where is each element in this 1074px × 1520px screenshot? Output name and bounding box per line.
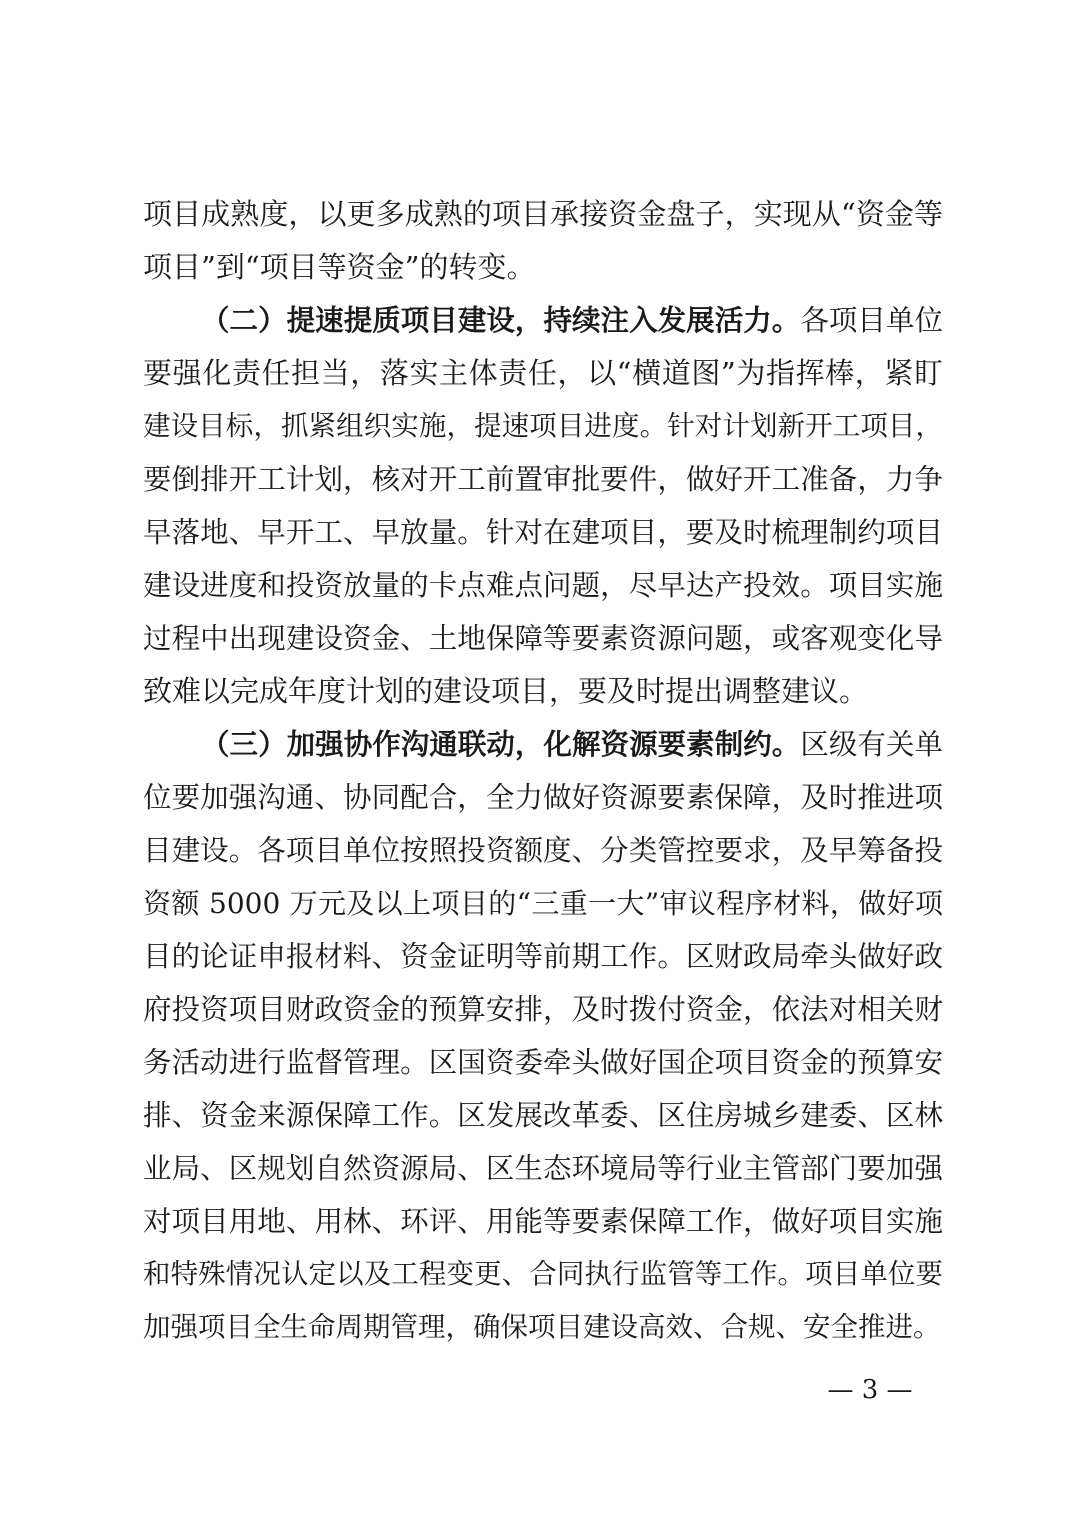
text-segment: 各项目单位 <box>800 304 943 337</box>
text-line <box>143 1195 943 1248</box>
text-segment: 项目”到“项目等资金”的转变。 <box>143 250 536 284</box>
text-segment: 要强化责任担当，落实主体责任，以“横道图”为指挥棒，紧盯 <box>143 356 943 390</box>
text-line <box>143 1301 943 1354</box>
text-line <box>143 612 943 665</box>
text-line <box>143 188 943 241</box>
text-line <box>143 1248 943 1301</box>
text-segment: 建设目标，抓紧组织实施，提速项目进度。针对计划新开工项目， <box>143 410 943 442</box>
text-segment: 建设进度和投资放量的卡点难点问题，尽早达产投效。项目实施 <box>143 569 943 602</box>
text-line <box>143 930 943 983</box>
text-line <box>143 1089 943 1142</box>
text-line <box>143 665 943 718</box>
text-segment: 排、资金来源保障工作。区发展改革委、区住房城乡建委、区林 <box>143 1099 943 1132</box>
text-segment: 和特殊情况认定以及工程变更、合同执行监管等工作。项目单位要 <box>143 1258 943 1290</box>
paragraph-heading-line <box>143 294 943 347</box>
section-heading: （三）加强协作沟通联动，化解资源要素制约。 <box>201 727 801 761</box>
text-segment: 过程中出现建设资金、土地保障等要素资源问题，或客观变化导 <box>143 622 943 655</box>
paragraph-heading-line <box>143 718 943 771</box>
text-segment: 项目成熟度，以更多成熟的项目承接资金盘子，实现从“资金等 <box>143 197 943 231</box>
text-segment: 资额 5000 万元及以上项目的“三重一大”审议程序材料，做好项 <box>143 887 943 920</box>
text-line <box>143 453 943 506</box>
text-line <box>143 1142 943 1195</box>
text-segment: 加强项目全生命周期管理，确保项目建设高效、合规、安全推进。 <box>143 1311 941 1343</box>
text-line <box>143 824 943 877</box>
page-number: — 3 — <box>827 1375 913 1405</box>
text-segment: 对项目用地、用林、环评、用能等要素保障工作，做好项目实施 <box>143 1205 943 1238</box>
section-heading: （二）提速提质项目建设，持续注入发展活力。 <box>201 303 801 337</box>
text-line <box>143 347 943 400</box>
text-line <box>143 241 943 294</box>
text-line <box>143 400 943 453</box>
text-segment: 目建设。各项目单位按照投资额度、分类管控要求，及早筹备投 <box>143 834 943 867</box>
text-line <box>143 983 943 1036</box>
text-line <box>143 1036 943 1089</box>
text-segment: 要倒排开工计划，核对开工前置审批要件，做好开工准备，力争 <box>143 463 943 496</box>
text-segment: 目的论证申报材料、资金证明等前期工作。区财政局牵头做好政 <box>143 940 943 973</box>
text-segment: 致难以完成年度计划的建设项目，要及时提出调整建议。 <box>143 674 869 708</box>
text-segment: 区级有关单 <box>800 728 943 761</box>
body-text <box>143 188 943 1354</box>
text-line <box>143 559 943 612</box>
text-segment: 早落地、早开工、早放量。针对在建项目，要及时梳理制约项目 <box>143 516 943 549</box>
text-segment: 业局、区规划自然资源局、区生态环境局等行业主管部门要加强 <box>143 1152 943 1185</box>
text-line <box>143 506 943 559</box>
text-line <box>143 877 943 930</box>
text-segment: 位要加强沟通、协同配合，全力做好资源要素保障，及时推进项 <box>143 781 943 814</box>
text-line <box>143 771 943 824</box>
text-segment: 府投资项目财政资金的预算安排，及时拨付资金，依法对相关财 <box>143 993 943 1026</box>
text-segment: 务活动进行监督管理。区国资委牵头做好国企项目资金的预算安 <box>143 1046 943 1079</box>
